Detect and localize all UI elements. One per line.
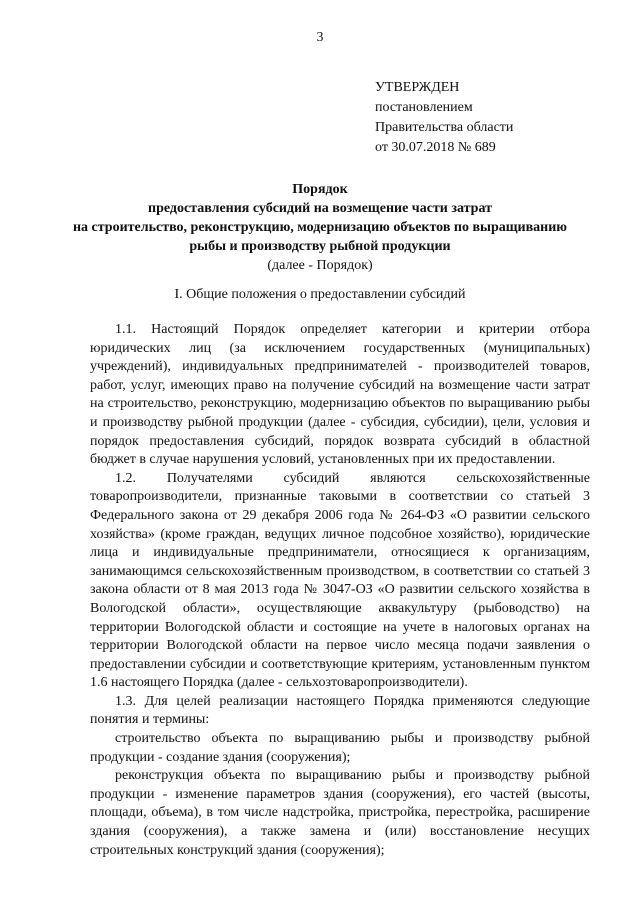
title-line: предоставления субсидий на возмещение части затрат xyxy=(148,201,492,216)
approval-stamp-block xyxy=(375,78,615,158)
section-heading: I. Общие положения о предоставлении субсидий xyxy=(174,287,466,302)
document-title xyxy=(40,180,600,275)
title-line: Порядок xyxy=(292,182,348,197)
title-note: (далее - Порядок) xyxy=(267,258,373,273)
paragraph: 1.2. Получателями субсидий являются сельскохозяйственные товаропроизводители, признанные таковыми в соответствии со статьей 3 Федерального закона от 29 декабря 2006 года № 264-ФЗ «О развитии сельского хозяйства» (кроме граждан, ведущих личное подсобное хозяйство), юридические лица и индивидуальные предприниматели, относящиеся к организациям, занимающимся сельскохозяйственным производством, в соответствии со статьей 3 закона области от 8 мая 2013 года № 3047-ОЗ «О развитии сельского хозяйства в Вологодской области», осуществляющие аквакультуру (рыбоводство) на территории Вологодской области и состоящие на учете в налоговых органах на территории Вологодской области на первое число месяца подачи заявления о предоставлении субсидии и соответствующие критериям, установленным пунктом 1.6 настоящего Порядка (далее - сельхозтоваропроизводители). xyxy=(90,470,590,691)
document-body xyxy=(90,321,590,860)
paragraph: строительство объекта по выращиванию рыбы и производству рыбной продукции - создание здания (сооружения); xyxy=(90,731,590,765)
paragraph: 1.1. Настоящий Порядок определяет категории и критерии отбора юридических лиц (за исключением государственных (муниципальных) учреждений), индивидуальных предпринимателей - производителей товаров, работ, услуг, имеющих право на получение субсидий на возмещение части затрат на строительство, реконструкцию, модернизацию объектов по выращиванию рыбы и производству рыбной продукции (далее - субсидия, субсидии), цели, условия и порядок предоставления субсидий, порядок возврата субсидий в областной бюджет в случае нарушения условий, установленных при их предоставлении. xyxy=(90,322,590,468)
approval-date: от 30.07.2018 № 689 xyxy=(375,140,496,155)
title-line: рыбы и производству рыбной продукции xyxy=(189,239,451,254)
paragraph: 1.3. Для целей реализации настоящего Порядка применяются следующие понятия и термины: xyxy=(90,693,590,728)
page-number: 3 xyxy=(316,30,324,45)
approval-line: постановлением xyxy=(375,100,473,115)
paragraph: реконструкция объекта по выращиванию рыбы и производству рыбной продукции - изменение параметров здания (сооружения), его частей (высоты, площади, объема), в том числе надстройка, пристройка, перестройка, расширение здания (сооружения), а также замена и (или) восстановление несущих строительных конструкций здания (сооружения); xyxy=(90,768,590,858)
approval-line: Правительства области xyxy=(375,120,514,135)
approval-title: УТВЕРЖДЕН xyxy=(375,80,460,95)
title-line: на строительство, реконструкцию, модернизацию объектов по выращиванию xyxy=(72,220,568,235)
